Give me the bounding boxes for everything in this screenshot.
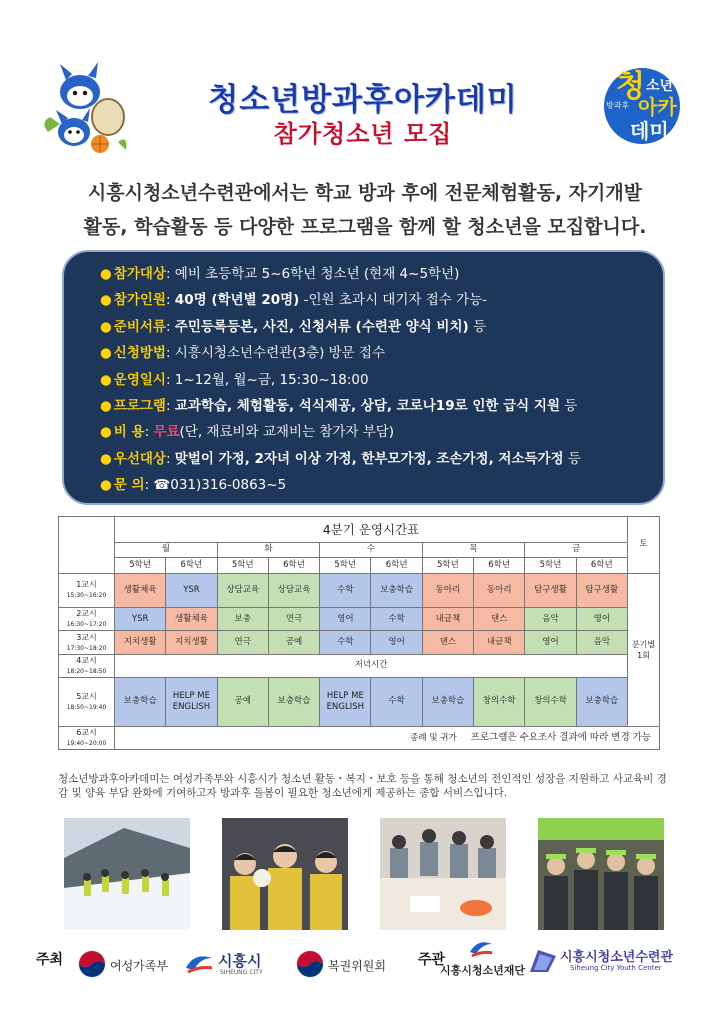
info-value-bold: 맞벌이 가정, 2자녀 이상 가정, 한부모가정, 조손가정, 저소득가정 <box>174 450 564 467</box>
bullet-icon: ● <box>100 266 112 282</box>
foundation-logo-icon <box>468 938 494 958</box>
info-label: 신청방법 <box>113 345 166 362</box>
schedule-cell: 수학 <box>320 631 371 654</box>
schedule-cell: 영어 <box>576 608 627 631</box>
info-label: 참가대상 <box>113 266 166 282</box>
schedule-cell: 동아리 <box>422 573 473 607</box>
schedule-cell: 지치생활 <box>166 631 217 654</box>
schedule-cell: 음악 <box>576 631 627 654</box>
schedule-cell: 수학 <box>371 678 422 727</box>
period-time: 18:20~18:50 <box>66 667 107 675</box>
host-siheung: 시흥시 <box>218 952 262 970</box>
schedule-grade: 6학년 <box>166 557 217 573</box>
period-name: 6교시 <box>76 727 97 737</box>
bullet-icon: ● <box>100 318 112 335</box>
schedule-period <box>59 631 115 654</box>
info-label: 문 의 <box>113 477 145 494</box>
organizer-label: 주관 <box>418 952 446 968</box>
period-time: 17:30~18:20 <box>66 644 107 652</box>
schedule-saturday: 분기별 1회 <box>628 573 660 726</box>
info-sep: : <box>165 292 175 309</box>
schedule-cell: YSR <box>115 608 166 631</box>
intro-line: 시흥시청소년수련관에서는 학교 방과 후에 전문체험활동, 자기개발 <box>87 182 643 204</box>
schedule-cell: 영어 <box>320 608 371 631</box>
schedule-cell: 음악 <box>525 608 576 631</box>
period-time: 16:30~17:20 <box>66 621 107 629</box>
info-row <box>100 419 663 445</box>
schedule-grade: 6학년 <box>474 557 525 573</box>
schedule-cell: 지치생활 <box>115 631 166 654</box>
host-mogef: 여성가족부 <box>110 959 168 973</box>
info-value-bold: 40명 (학년별 20명) <box>174 292 300 309</box>
photo-classroom <box>380 818 506 930</box>
info-value: -인원 초과시 대기자 접수 가능- <box>299 292 488 309</box>
schedule-period <box>59 654 115 677</box>
schedule-cell: 보충 <box>217 608 268 631</box>
logo-text-mid: 아카 <box>638 95 677 119</box>
logo-text-side: 소년 <box>646 78 674 94</box>
schedule-grade: 5학년 <box>115 557 166 573</box>
schedule-grade: 6학년 <box>576 557 627 573</box>
info-row <box>100 472 663 498</box>
period-time: 15:30~16:20 <box>66 592 107 600</box>
info-label: 프로그램 <box>113 397 166 414</box>
schedule-corner <box>59 517 115 574</box>
bullet-icon: ● <box>100 450 112 467</box>
schedule-cell: 공예 <box>268 631 319 654</box>
schedule-cell: HELP ME ENGLISH <box>320 678 371 727</box>
schedule-cell: 내글책 <box>422 608 473 631</box>
period-time: 18:50~19:40 <box>66 703 107 711</box>
info-row <box>100 393 663 419</box>
info-value: 등 <box>559 397 578 414</box>
schedule-period <box>59 573 115 607</box>
schedule-day-sat: 토 <box>628 517 660 574</box>
bullet-icon: ● <box>100 397 112 414</box>
schedule-cell: YSR <box>166 573 217 607</box>
schedule-cell: 생활체육 <box>115 573 166 607</box>
schedule-note: 프로그램은 수요조사 결과에 따라 변경 가능 <box>470 731 651 743</box>
info-sep: : <box>165 450 175 467</box>
schedule-period <box>59 726 115 749</box>
bullet-icon: ● <box>100 477 112 494</box>
host-lottery: 복권위원회 <box>328 959 386 973</box>
schedule-cell: HELP ME ENGLISH <box>166 678 217 727</box>
schedule-cell: 수학 <box>371 608 422 631</box>
period-name: 5교시 <box>76 691 97 701</box>
schedule-day: 화 <box>217 543 320 557</box>
schedule-cell: 보충학습 <box>268 678 319 727</box>
schedule-period <box>59 608 115 631</box>
info-label: 준비서류 <box>113 318 166 335</box>
closing-label: 종례 및 귀가 <box>410 732 457 743</box>
info-sep: : <box>165 266 175 282</box>
schedule-cell: 연극 <box>217 631 268 654</box>
info-label: 우선대상 <box>113 450 166 467</box>
info-value: ☎031)316-0863~5 <box>153 477 287 494</box>
logo-text-bottom: 데미 <box>630 119 669 143</box>
info-sep: : <box>165 318 175 335</box>
schedule-cell: 보충학습 <box>115 678 166 727</box>
info-box <box>62 250 665 505</box>
page-subtitle: 참가청소년 모집 <box>273 120 453 148</box>
schedule-closing <box>115 726 660 749</box>
gov-emblem-icon <box>296 950 324 978</box>
bullet-icon: ● <box>100 292 112 309</box>
info-label: 비 용 <box>113 424 145 441</box>
schedule-cell: 탐구생활 <box>525 573 576 607</box>
schedule-period <box>59 678 115 727</box>
period-name: 3교시 <box>76 632 97 642</box>
bullet-icon: ● <box>100 371 112 388</box>
sponsors-bar <box>0 944 726 984</box>
intro-line: 활동, 학습활동 등 다양한 프로그램을 함께 할 청소년을 모집합니다. <box>83 216 647 238</box>
info-sep: : <box>144 424 154 441</box>
schedule-cell: 탐구생활 <box>576 573 627 607</box>
schedule-day: 목 <box>422 543 525 557</box>
info-row <box>100 340 663 366</box>
info-value: 시흥시청소년수련관(3층) 방문 접수 <box>174 345 386 362</box>
info-sep: : <box>165 397 175 414</box>
schedule-cell: 창의수학 <box>525 678 576 727</box>
info-row <box>100 446 663 472</box>
gov-emblem-icon <box>78 950 106 978</box>
schedule-cell: 상담교육 <box>268 573 319 607</box>
info-free: 무료 <box>153 424 180 441</box>
period-time: 19:40~20:00 <box>66 739 107 747</box>
info-value-bold: 교과학습, 체험활동, 석식제공, 상담, 코로나19로 인한 급식 지원 <box>174 397 560 414</box>
info-row <box>100 261 663 287</box>
bullet-icon: ● <box>100 424 112 441</box>
logo-text-small: 방과후 <box>606 101 630 110</box>
info-label: 참가인원 <box>113 292 166 309</box>
schedule-cell: 보충학습 <box>576 678 627 727</box>
organizer-youth-center: 시흥시청소년수련관 <box>560 950 674 965</box>
info-value-bold: 주민등록등본, 사진, 신청서류 (수련관 양식 비치) <box>174 318 469 335</box>
schedule-table <box>58 516 660 750</box>
schedule-cell: 생활체육 <box>166 608 217 631</box>
info-value: 예비 초등학교 5~6학년 청소년 (현재 4~5학년) <box>174 266 460 282</box>
logo-text-top: 청 <box>616 69 645 104</box>
schedule-cell: 창의수학 <box>474 678 525 727</box>
page-title: 청소년방과후아카데미 <box>208 82 518 118</box>
info-value: 등 <box>468 318 487 335</box>
schedule-grade: 6학년 <box>268 557 319 573</box>
organizer-youth-center-en: Siheung City Youth Center <box>570 964 662 972</box>
info-sep: : <box>165 371 175 388</box>
info-value: 1~12월, 월~금, 15:30~18:00 <box>174 371 369 388</box>
schedule-day: 월 <box>115 543 218 557</box>
schedule-grade: 6학년 <box>371 557 422 573</box>
schedule-dinner: 저녁시간 <box>115 654 628 677</box>
info-row <box>100 314 663 340</box>
host-siheung-en: SIHEUNG CITY <box>220 969 263 976</box>
organizer-foundation: 시흥시청소년재단 <box>440 964 526 977</box>
schedule-grade: 5학년 <box>320 557 371 573</box>
schedule-cell: 댄스 <box>474 608 525 631</box>
schedule-caption: 4분기 운영시간표 <box>115 517 628 543</box>
siheung-logo-icon <box>184 950 214 974</box>
schedule-cell: 연극 <box>268 608 319 631</box>
info-sep: : <box>165 345 175 362</box>
schedule-cell: 동아리 <box>474 573 525 607</box>
youth-center-logo-icon <box>528 946 558 974</box>
schedule-grade: 5학년 <box>217 557 268 573</box>
schedule-cell: 보충학습 <box>422 678 473 727</box>
schedule-day: 수 <box>320 543 423 557</box>
schedule-grade: 5학년 <box>422 557 473 573</box>
info-sep: : <box>144 477 154 494</box>
schedule-grade: 5학년 <box>525 557 576 573</box>
schedule-cell: 수학 <box>320 573 371 607</box>
info-row <box>100 287 663 313</box>
period-name: 4교시 <box>76 655 97 665</box>
info-value: (단, 재료비와 교재비는 참가자 부담) <box>179 424 395 441</box>
period-name: 2교시 <box>76 609 97 619</box>
bullet-icon: ● <box>100 345 112 362</box>
period-name: 1교시 <box>76 580 97 590</box>
schedule-cell: 영어 <box>371 631 422 654</box>
schedule-cell: 공예 <box>217 678 268 727</box>
info-row <box>100 367 663 393</box>
photo-group <box>538 818 664 930</box>
schedule-cell: 영어 <box>525 631 576 654</box>
host-label: 주최 <box>36 952 64 968</box>
info-label: 운영일시 <box>113 371 166 388</box>
schedule-cell: 댄스 <box>422 631 473 654</box>
schedule-cell: 내글책 <box>474 631 525 654</box>
info-value: 등 <box>563 450 581 467</box>
footer-description: 청소년방과후아카데미는 여성가족부와 시흥시가 청소년 활동・복지・보호 등을 통해 청소년의 전인적인 성장을 지원하고 사교육비 경감 및 양육 부담 완화에 기여하고자 방과후 돌봄이 필요한 청소년에게 제공하는 종합 서비스입니다. <box>58 773 667 799</box>
photo-ski <box>64 818 190 930</box>
schedule-day: 금 <box>525 543 628 557</box>
schedule-cell: 보충학습 <box>371 573 422 607</box>
academy-logo <box>602 62 682 150</box>
schedule-cell: 상담교육 <box>217 573 268 607</box>
photo-students <box>222 818 348 930</box>
intro-text <box>40 176 690 244</box>
